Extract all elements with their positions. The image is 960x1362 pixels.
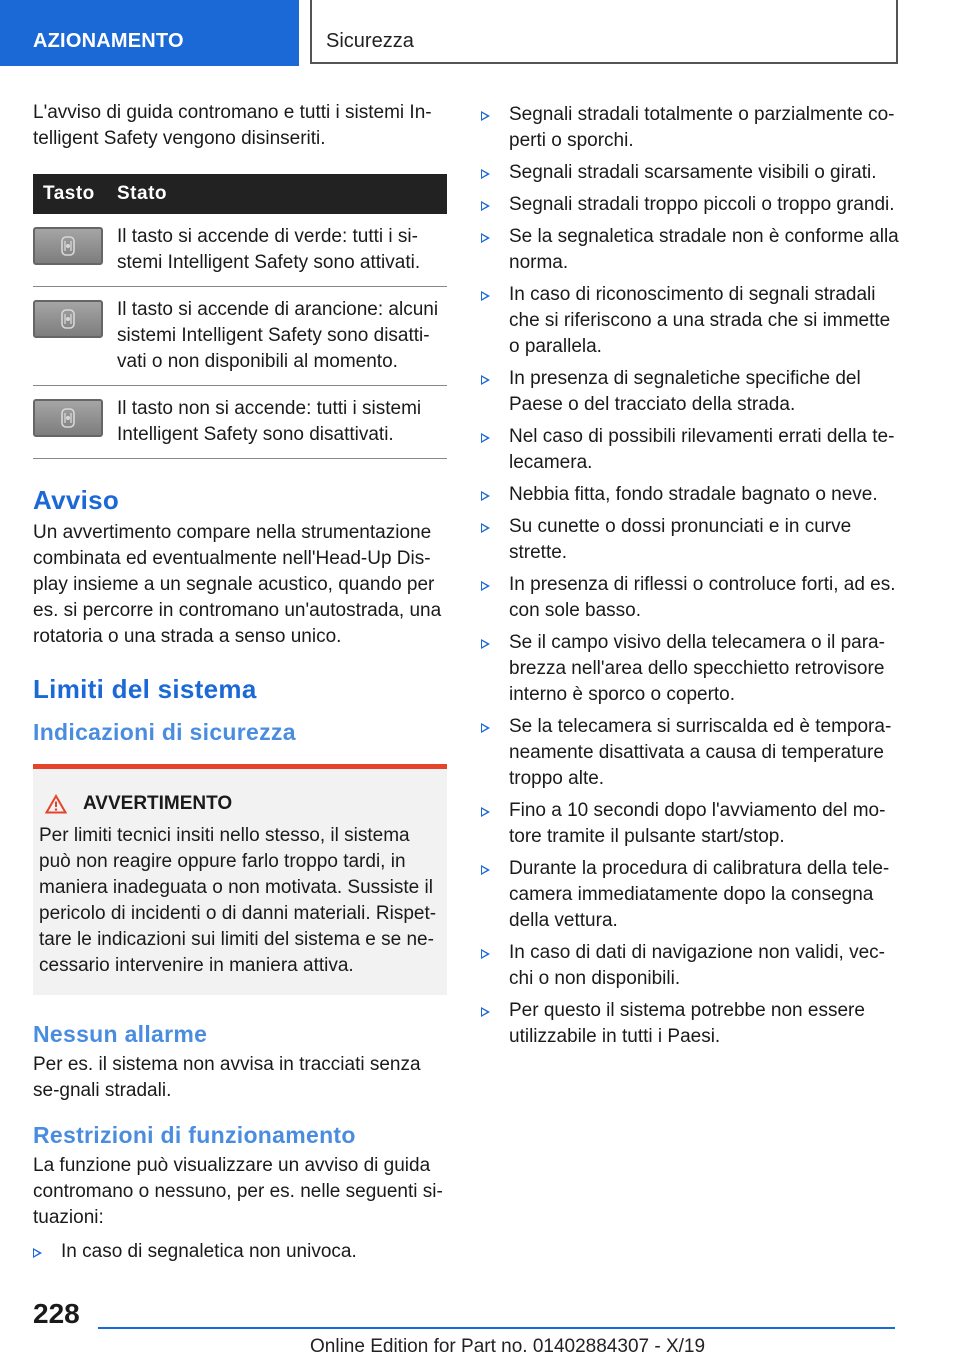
list-item: Se la telecamera si surriscalda ed è tempora-neamente disattivata a causa di temperature troppo alte. <box>481 714 901 792</box>
list-item: Nel caso di possibili rilevamenti errati della te-lecamera. <box>481 424 901 476</box>
warning-title-row <box>41 793 441 815</box>
safety-button-icon <box>33 300 103 338</box>
bullet-triangle-icon <box>481 233 490 243</box>
bullet-triangle-icon <box>481 201 490 211</box>
warning-text: Per limiti tecnici insiti nello stesso, il sistema può non reagire oppure farlo troppo tardi, in maniera inadeguata o non motivata. Sussiste il pericolo di incidenti o di danni materiali. Rispet-tare le indicazioni sui limiti del sistema e se ne-cessario intervenire in maniera attiva. <box>39 825 437 976</box>
safety-button-icon <box>33 227 103 265</box>
avviso-paragraph: Un avvertimento compare nella strumentazione combinata ed eventualmente nell'Head-Up Dis-play insieme a un segnale acustico, quando per es. si percorre in contromano un'autostrada, una rotatoria o una strada a senso unico. <box>33 522 442 647</box>
bullet-triangle-icon <box>481 949 490 959</box>
list-item: Se il campo visivo della telecamera o il para-brezza nell'area dello specchietto retrovisore interno è sporco o coperto. <box>481 630 901 708</box>
list-item: Fino a 10 secondi dopo l'avviamento del mo-tore tramite il pulsante start/stop. <box>481 798 901 850</box>
list-item: In presenza di riflessi o controluce forti, ad es. con sole basso. <box>481 572 901 624</box>
restrizioni-paragraph: La funzione può visualizzare un avviso di guida contromano o nessuno, per es. nelle seguenti si-tuazioni: <box>33 1155 443 1228</box>
avviso-heading: Avviso <box>33 485 120 515</box>
warning-title: AVVERTIMENTO <box>83 793 233 814</box>
intro-paragraph: L'avviso di guida contromano e tutti i sistemi In-telligent Safety vengono disinseriti. <box>33 102 432 149</box>
section-tab <box>0 0 299 66</box>
footer-divider <box>98 1327 895 1329</box>
restrizioni-heading: Restrizioni di funzionamento <box>33 1122 356 1148</box>
table-header-state: Stato <box>117 174 447 214</box>
restrizioni-list <box>33 1239 447 1265</box>
section-title: AZIONAMENTO <box>33 30 184 52</box>
bullet-triangle-icon <box>481 169 490 179</box>
right-column <box>481 102 901 1056</box>
table-row <box>33 386 447 459</box>
page-number: 228 <box>33 1298 80 1329</box>
table-row <box>33 287 447 386</box>
situations-list <box>481 102 901 1050</box>
list-item: In caso di segnaletica non univoca. <box>33 1239 447 1265</box>
safety-button-icon <box>33 399 103 437</box>
table-row <box>33 214 447 287</box>
bullet-triangle-icon <box>481 1007 490 1017</box>
left-column <box>33 100 447 1271</box>
sicurezza-heading: Indicazioni di sicurezza <box>33 719 296 745</box>
table-header-key: Tasto <box>33 174 117 214</box>
bullet-triangle-icon <box>481 375 490 385</box>
footer-edition: Online Edition for Part no. 01402884307 - X/19 <box>310 1336 706 1357</box>
nessun-allarme-heading: Nessun allarme <box>33 1021 208 1047</box>
list-item: Segnali stradali scarsamente visibili o girati. <box>481 160 901 186</box>
list-item: Se la segnaletica stradale non è conforme alla norma. <box>481 224 901 276</box>
list-item: In caso di dati di navigazione non validi, vec-chi o non disponibili. <box>481 940 901 992</box>
list-item: Durante la procedura di calibratura della tele-camera immediatamente dopo la consegna della vettura. <box>481 856 901 934</box>
table-cell-state: Il tasto non si accende: tutti i sistemi Intelligent Safety sono disattivati. <box>117 386 447 459</box>
bullet-triangle-icon <box>481 291 490 301</box>
list-item: Nebbia fitta, fondo stradale bagnato o neve. <box>481 482 901 508</box>
bullet-triangle-icon <box>481 523 490 533</box>
table-cell-state: Il tasto si accende di verde: tutti i si-stemi Intelligent Safety sono attivati. <box>117 214 447 287</box>
table-cell-state: Il tasto si accende di arancione: alcuni sistemi Intelligent Safety sono disatti-vati o non disponibili al momento. <box>117 287 447 386</box>
table-header-row <box>33 174 447 214</box>
list-item: In caso di riconoscimento di segnali stradali che si riferiscono a una strada che si immette o parallela. <box>481 282 901 360</box>
bullet-triangle-icon <box>481 865 490 875</box>
list-item: Segnali stradali totalmente o parzialmente co-perti o sporchi. <box>481 102 901 154</box>
bullet-triangle-icon <box>481 581 490 591</box>
key-state-table <box>33 174 447 459</box>
bullet-triangle-icon <box>481 723 490 733</box>
warning-box <box>33 764 447 995</box>
chapter-tab <box>310 0 898 64</box>
bullet-triangle-icon <box>481 111 490 121</box>
bullet-triangle-icon <box>481 491 490 501</box>
chapter-title: Sicurezza <box>326 30 414 52</box>
list-item: In presenza di segnaletiche specifiche del Paese o del tracciato della strada. <box>481 366 901 418</box>
bullet-triangle-icon <box>481 433 490 443</box>
bullet-triangle-icon <box>481 807 490 817</box>
bullet-triangle-icon <box>481 639 490 649</box>
bullet-triangle-icon <box>33 1248 42 1258</box>
warning-triangle-icon <box>45 794 67 814</box>
list-item: Per questo il sistema potrebbe non essere utilizzabile in tutti i Paesi. <box>481 998 901 1050</box>
nessun-allarme-paragraph: Per es. il sistema non avvisa in tracciati senza se-gnali stradali. <box>33 1054 421 1101</box>
limiti-heading: Limiti del sistema <box>33 674 257 704</box>
list-item: Su cunette o dossi pronunciati e in curve strette. <box>481 514 901 566</box>
list-item: Segnali stradali troppo piccoli o troppo grandi. <box>481 192 901 218</box>
